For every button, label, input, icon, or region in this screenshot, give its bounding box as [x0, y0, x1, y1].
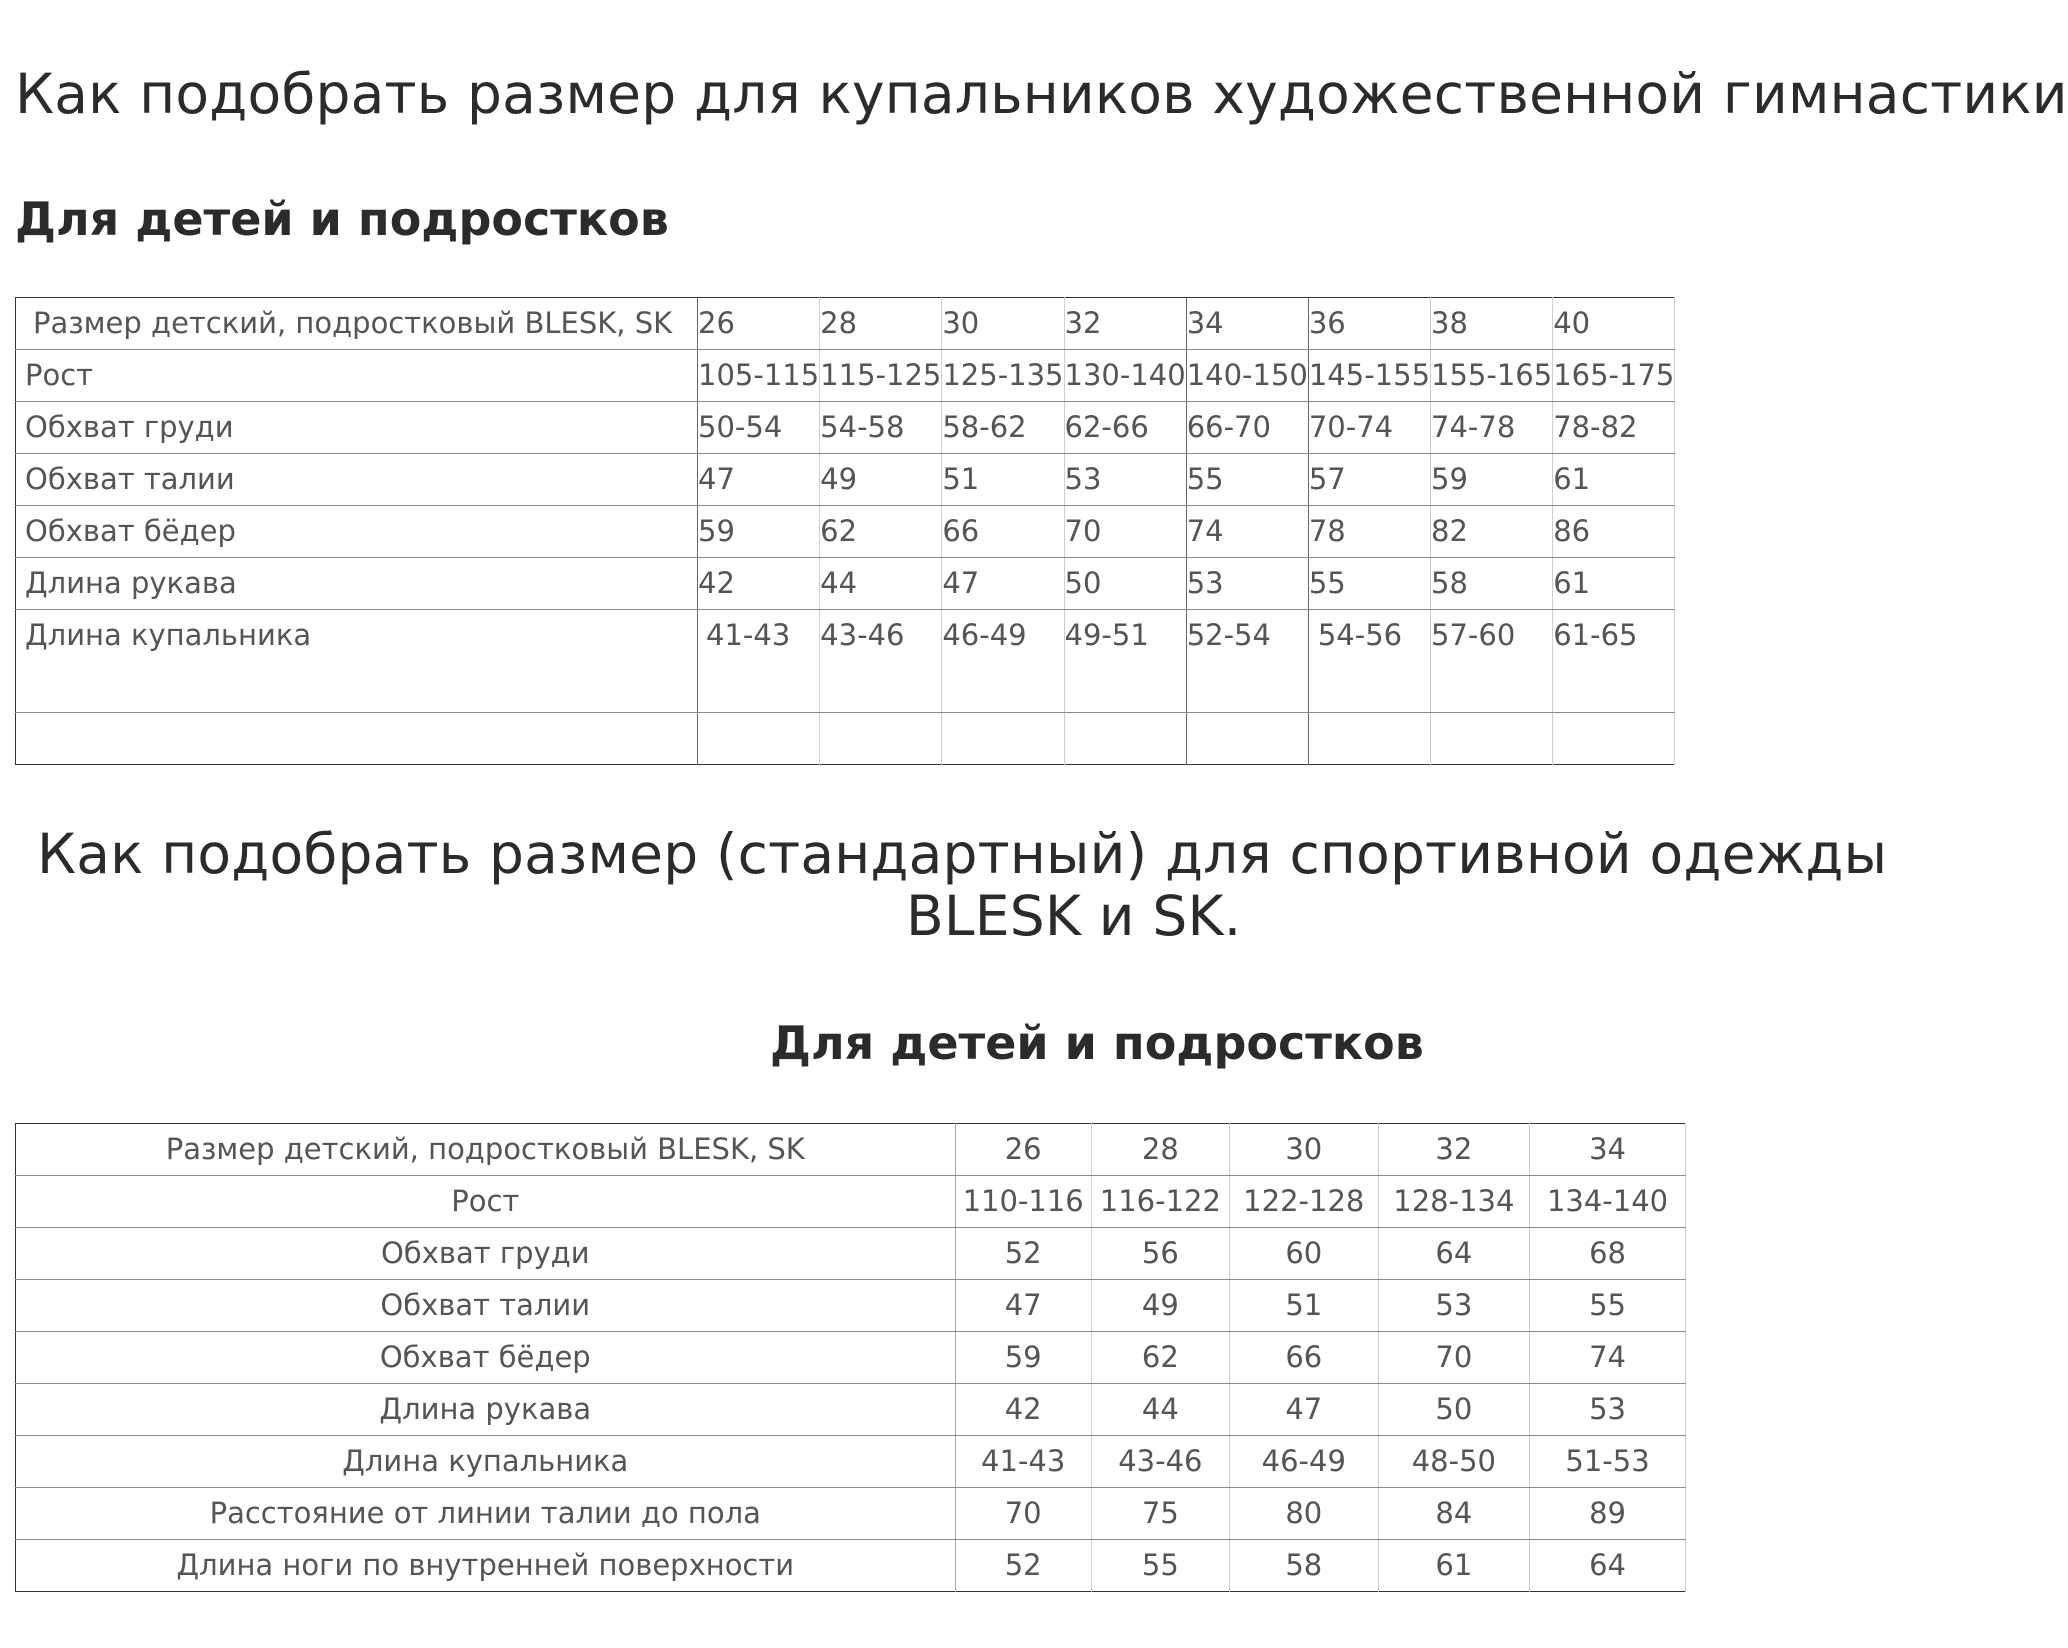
table-cell: 61: [1553, 558, 1675, 610]
table-cell: 50-54: [698, 402, 820, 454]
table-cell: 55: [1186, 454, 1308, 506]
table-cell: 61: [1378, 1540, 1529, 1592]
header-cell: 38: [1431, 298, 1553, 350]
header-cell: 26: [955, 1124, 1091, 1176]
header-cell: 34: [1530, 1124, 1686, 1176]
row-label: Длина купальника: [16, 610, 698, 713]
table-cell: 51: [1229, 1280, 1378, 1332]
table-row: [16, 454, 1675, 506]
table-cell: 66: [942, 506, 1064, 558]
table-cell: 78: [1308, 506, 1430, 558]
section2-subtitle: Для детей и подростков: [770, 1016, 1424, 1070]
table-cell: 47: [1229, 1384, 1378, 1436]
table-cell: 82: [1431, 506, 1553, 558]
header-cell: 36: [1308, 298, 1430, 350]
header-cell: 30: [942, 298, 1064, 350]
table-cell: 50: [1064, 558, 1186, 610]
table-cell: 56: [1091, 1228, 1229, 1280]
empty-cell: [1431, 713, 1553, 765]
table-header-row: [16, 298, 1675, 350]
table-cell: 51-53: [1530, 1436, 1686, 1488]
table-cell: 52-54: [1186, 610, 1308, 713]
table-cell: 115-125: [820, 350, 942, 402]
table-cell: 43-46: [1091, 1436, 1229, 1488]
table-cell: 55: [1308, 558, 1430, 610]
table-cell: 58-62: [942, 402, 1064, 454]
empty-cell: [820, 713, 942, 765]
header-cell: 28: [820, 298, 942, 350]
section2-title-line2: BLESK и SK.: [906, 884, 1242, 948]
empty-cell: [1064, 713, 1186, 765]
table-cell: 53: [1378, 1280, 1529, 1332]
table-row: [16, 1436, 1686, 1488]
header-cell: 34: [1186, 298, 1308, 350]
table-cell: 47: [955, 1280, 1091, 1332]
section1-title: Как подобрать размер для купальников художественной гимнастики: [15, 62, 2068, 126]
row-label: Обхват бёдер: [16, 506, 698, 558]
table-cell: 58: [1229, 1540, 1378, 1592]
empty-cell: [16, 713, 698, 765]
table-cell: 74-78: [1431, 402, 1553, 454]
header-cell: 26: [698, 298, 820, 350]
row-label: Обхват груди: [16, 1228, 956, 1280]
empty-cell: [942, 713, 1064, 765]
table-cell: 42: [955, 1384, 1091, 1436]
table-cell: 44: [820, 558, 942, 610]
table-row: [16, 1228, 1686, 1280]
table-cell: 55: [1530, 1280, 1686, 1332]
empty-cell: [698, 713, 820, 765]
table-cell: 75: [1091, 1488, 1229, 1540]
table-cell: 66-70: [1186, 402, 1308, 454]
table-cell: 55: [1091, 1540, 1229, 1592]
table-cell: 122-128: [1229, 1176, 1378, 1228]
table-cell: 60: [1229, 1228, 1378, 1280]
table-cell: 74: [1186, 506, 1308, 558]
table-cell: 110-116: [955, 1176, 1091, 1228]
table-cell: 49-51: [1064, 610, 1186, 713]
table-cell: 130-140: [1064, 350, 1186, 402]
table-cell: 128-134: [1378, 1176, 1529, 1228]
empty-cell: [1308, 713, 1430, 765]
header-cell: Размер детский, подростковый BLESK, SK: [16, 298, 698, 350]
row-label: Обхват груди: [16, 402, 698, 454]
row-label: Расстояние от линии талии до пола: [16, 1488, 956, 1540]
table-row: [16, 610, 1675, 713]
table-cell: 48-50: [1378, 1436, 1529, 1488]
empty-cell: [1553, 713, 1675, 765]
table-row: [16, 350, 1675, 402]
row-label: Длина ноги по внутренней поверхности: [16, 1540, 956, 1592]
table-row: [16, 1384, 1686, 1436]
table-cell: 70: [1064, 506, 1186, 558]
table-cell: 62: [1091, 1332, 1229, 1384]
table-cell: 64: [1530, 1540, 1686, 1592]
table-cell: 47: [698, 454, 820, 506]
header-cell: Размер детский, подростковый BLESK, SK: [16, 1124, 956, 1176]
table-row: [16, 402, 1675, 454]
table-cell: 74: [1530, 1332, 1686, 1384]
table-cell: 134-140: [1530, 1176, 1686, 1228]
table-cell: 58: [1431, 558, 1553, 610]
table-cell: 140-150: [1186, 350, 1308, 402]
table-cell: 61-65: [1553, 610, 1675, 713]
table-cell: 59: [698, 506, 820, 558]
table-cell: 70: [955, 1488, 1091, 1540]
table-cell: 46-49: [1229, 1436, 1378, 1488]
table-header-row: [16, 1124, 1686, 1176]
table-cell: 57: [1308, 454, 1430, 506]
table-row: [16, 1280, 1686, 1332]
table-cell: 57-60: [1431, 610, 1553, 713]
table-cell: 105-115: [698, 350, 820, 402]
table-cell: 125-135: [942, 350, 1064, 402]
table-cell: 53: [1530, 1384, 1686, 1436]
table-row: [16, 1176, 1686, 1228]
table-cell: 53: [1064, 454, 1186, 506]
table-row: [16, 558, 1675, 610]
table-cell: 62-66: [1064, 402, 1186, 454]
table-cell: 78-82: [1553, 402, 1675, 454]
table-cell: 47: [942, 558, 1064, 610]
table-cell: 44: [1091, 1384, 1229, 1436]
table-cell: 53: [1186, 558, 1308, 610]
table-cell: 84: [1378, 1488, 1529, 1540]
table-row: [16, 1332, 1686, 1384]
table-cell: 70: [1378, 1332, 1529, 1384]
section1-subtitle: Для детей и подростков: [15, 192, 669, 246]
table-cell: 116-122: [1091, 1176, 1229, 1228]
table-cell: 68: [1530, 1228, 1686, 1280]
table-cell: 59: [1431, 454, 1553, 506]
table-cell: 61: [1553, 454, 1675, 506]
table-cell: 50: [1378, 1384, 1529, 1436]
row-label: Обхват бёдер: [16, 1332, 956, 1384]
section2-title-line1: Как подобрать размер (стандартный) для спортивной одежды: [37, 822, 1888, 886]
table-cell: 54-56: [1308, 610, 1430, 713]
row-label: Рост: [16, 350, 698, 402]
table-cell: 59: [955, 1332, 1091, 1384]
table-cell: 62: [820, 506, 942, 558]
table-cell: 145-155: [1308, 350, 1430, 402]
size-table-1: [15, 297, 1675, 765]
table-cell: 155-165: [1431, 350, 1553, 402]
row-label: Обхват талии: [16, 1280, 956, 1332]
table-cell: 66: [1229, 1332, 1378, 1384]
row-label: Длина купальника: [16, 1436, 956, 1488]
table-cell: 165-175: [1553, 350, 1675, 402]
row-label: Длина рукава: [16, 558, 698, 610]
table-cell: 70-74: [1308, 402, 1430, 454]
table-cell: 42: [698, 558, 820, 610]
row-label: Обхват талии: [16, 454, 698, 506]
empty-cell: [1186, 713, 1308, 765]
table-cell: 52: [955, 1228, 1091, 1280]
table-row: [16, 506, 1675, 558]
header-cell: 40: [1553, 298, 1675, 350]
table-row: [16, 1488, 1686, 1540]
table-cell: 41-43: [955, 1436, 1091, 1488]
table-cell: 46-49: [942, 610, 1064, 713]
header-cell: 28: [1091, 1124, 1229, 1176]
size-table-2: [15, 1123, 1686, 1592]
table-cell: 64: [1378, 1228, 1529, 1280]
table-cell: 54-58: [820, 402, 942, 454]
table-cell: 89: [1530, 1488, 1686, 1540]
table-cell: 43-46: [820, 610, 942, 713]
table-row: [16, 1540, 1686, 1592]
table-cell: 52: [955, 1540, 1091, 1592]
header-cell: 32: [1064, 298, 1186, 350]
header-cell: 30: [1229, 1124, 1378, 1176]
row-label: Рост: [16, 1176, 956, 1228]
table-cell: 86: [1553, 506, 1675, 558]
header-cell: 32: [1378, 1124, 1529, 1176]
table-cell: 49: [1091, 1280, 1229, 1332]
table-cell: 41-43: [698, 610, 820, 713]
table-cell: 80: [1229, 1488, 1378, 1540]
table-row-empty: [16, 713, 1675, 765]
table-cell: 49: [820, 454, 942, 506]
table-cell: 51: [942, 454, 1064, 506]
row-label: Длина рукава: [16, 1384, 956, 1436]
